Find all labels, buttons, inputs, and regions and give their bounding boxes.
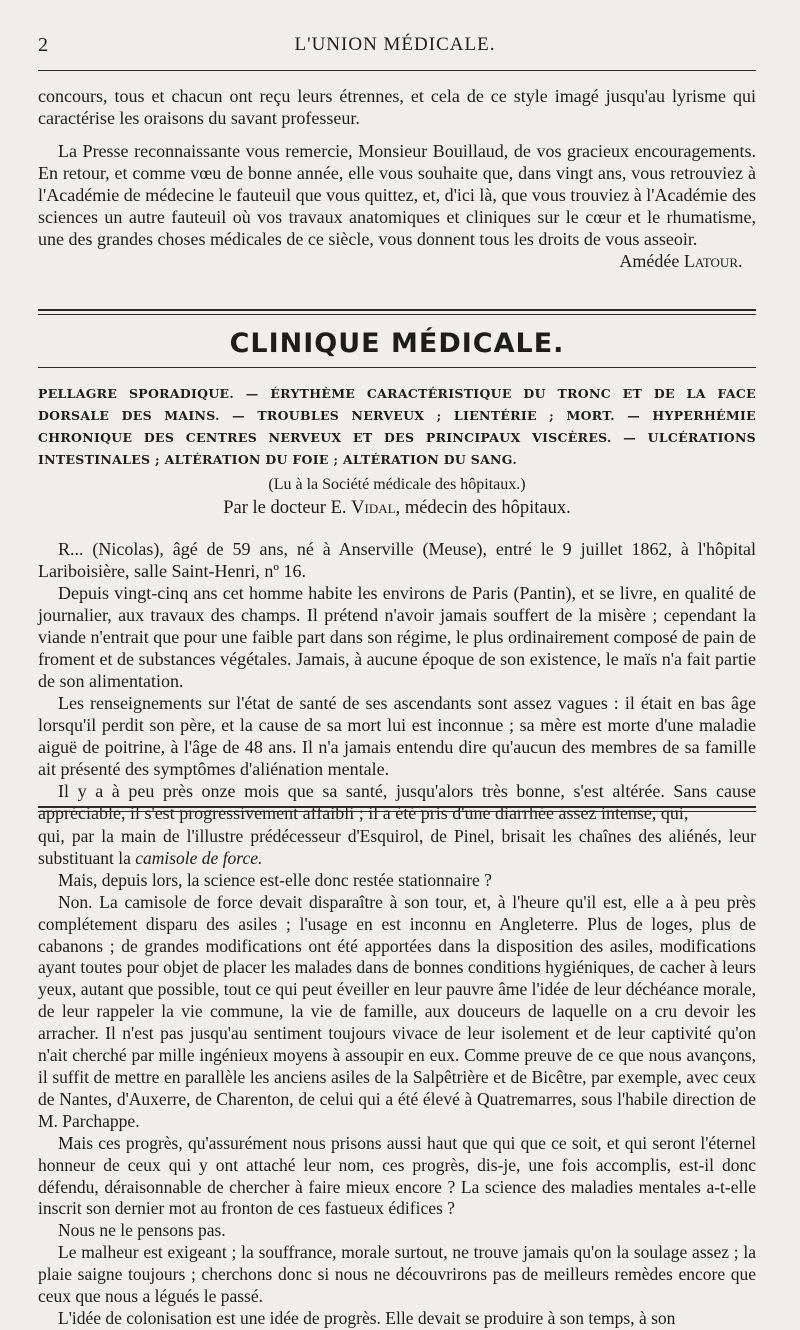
feuilleton-paragraph: Non. La camisole de force devait disparaître à son tour, et, à l'heure qu'il est, elle a à peu près complétement disparu des asiles ; l'usage en est inconnu en Angleterre. Plus de loges, plus de cabanons ; de grandes modifications ont été apportées dans la disposition des asiles, modifications ayant toutes pour objet de placer les malades dans de bonnes conditions hygiéniques, de cacher à leurs yeux, autant que possible, tout ce qui peut éveiller en leur pauvre âme l'idée de leur déchéance morale, de leur rappeler la vie commune, la vie de famille, aux douceurs de laquelle on a cru devoir les arracher. Il n'est pas jusqu'au sentiment toujours vivace de leur isolement et de leur captivité qu'on n'ait cherché par mille ingénieux moyens à assoupir en eux. Comme preuve de ce que nous avançons, il suffit de mettre en parallèle les anciens asiles de la Salpêtrière et de Bicêtre, par exemple, avec ceux de Nantes, d'Auxerre, de Charenton, de celui qui a été élevé à Quatremarres, sous l'habile direction de M. Parchappe. xyxy=(38,891,756,1131)
editorial-paragraph: La Presse reconnaissante vous remercie, Monsieur Bouillaud, de vos gracieux encouragements. En retour, et comme vœu de bonne année, elle vous souhaite que, dans vingt ans, vous retrouviez à l'Académie de médecine le fauteuil que vous quittez, et, d'ici là, que vous trouviez à l'Académie des sciences un autre fauteuil où vos travaux anatomiques et cliniques sur le cœur et le rhumatisme, une des grandes choses médicales de ce siècle, vous donnent tous les droits de vous asseoir. xyxy=(38,141,756,249)
case-paragraph: R... (Nicolas), âgé de 59 ans, né à Anserville (Meuse), entré le 9 juillet 1862, à l'hôpital Lariboisière, salle Saint-Henri, nº 16. xyxy=(38,539,756,581)
feuilleton-emphasis: camisole de force. xyxy=(135,847,263,868)
case-paragraph: Il y a à peu près onze mois que sa santé, jusqu'alors très bonne, s'est altérée. Sans cause appréciable, il s'est progressivement affaibli ; il a été pris d'une diarrhée assez intense, qui, xyxy=(38,781,756,823)
feuilleton-paragraph: Le malheur est exigeant ; la souffrance, morale surtout, ne trouve jamais qu'on la soulage assez ; la plaie saigne toujours ; cherchons donc si nous ne découvrirons pas de meilleurs remèdes encore que ceux que nous a légués le passé. xyxy=(38,1242,756,1307)
signature-last-name: Latour. xyxy=(683,251,743,271)
read-note: (Lu à la Société médicale des hôpitaux.) xyxy=(268,476,526,493)
section-divider-bottom xyxy=(38,367,756,368)
section-divider-top xyxy=(38,309,756,315)
case-report xyxy=(38,538,756,824)
author-suffix: , médecin des hôpitaux. xyxy=(395,498,571,518)
feuilleton-paragraph: Nous ne le pensons pas. xyxy=(58,1220,226,1241)
editorial-section xyxy=(38,85,756,272)
author-name: Vidal xyxy=(351,498,396,518)
feuilleton-paragraph: Mais ces progrès, qu'assurément nous prisons aussi haut que qui que ce soit, et qui seront l'éternel honneur de ceux qui y ont attaché leur nom, ces progrès, dis-je, une fois accomplis, est-il donc défendu, déraisonnable de chercher à faire mieux encore ? La science des maladies mentales a-t-elle inscrit son dernier mot au fronton de ces fastueux édifices ? xyxy=(38,1132,756,1219)
case-paragraph: Depuis vingt-cinq ans cet homme habite les environs de Paris (Pantin), et se livre, en qualité de journalier, aux travaux des champs. Il prétend n'avoir jamais souffert de la misère ; cependant la viande n'entrait que pour une faible part dans son régime, le plus ordinairement composé de pain de froment et de substances végétales. Jamais, à aucune époque de son existence, le maïs n'a fait partie de son alimentation. xyxy=(38,583,756,691)
case-heading: PELLAGRE SPORADIQUE. — ÉRYTHÈME CARACTÉRISTIQUE DU TRONC ET DE LA FACE DORSALE DES MAINS. — TROUBLES NERVEUX ; LIENTÉRIE ; MORT. — HYPERHÉMIE CHRONIQUE DES CENTRES NERVEUX ET DES PRINCIPAUX VISCÈRES. — ULCÉRATIONS INTESTINALES ; ALTÉRATION DU FOIE ; ALTÉRATION DU SANG. xyxy=(38,386,756,467)
section-title: CLINIQUE MÉDICALE. xyxy=(229,328,565,359)
author-prefix: Par le docteur E. xyxy=(223,498,347,518)
page-number: 2 xyxy=(38,34,48,56)
feuilleton-paragraph xyxy=(38,826,756,870)
editorial-paragraph: concours, tous et chacun ont reçu leurs étrennes, et cela de ce style imagé jusqu'au lyrisme qui caractérise les oraisons du savant professeur. xyxy=(38,86,756,128)
editorial-signature xyxy=(38,250,756,272)
feuilleton-text: qui, par la main de l'illustre prédécesseur d'Esquirol, de Pinel, brisait les chaînes des aliénés, leur substituant la xyxy=(38,826,756,868)
header-rule xyxy=(38,70,756,71)
feuilleton-divider xyxy=(38,806,756,812)
signature-first-name: Amédée xyxy=(619,251,680,271)
journal-title: L'UNION MÉDICALE. xyxy=(294,34,496,55)
feuilleton-section xyxy=(38,826,756,1330)
feuilleton-paragraph: L'idée de colonisation est une idée de progrès. Elle devait se produire à son temps, à son xyxy=(58,1307,676,1328)
case-paragraph: Les renseignements sur l'état de santé de ses ascendants sont assez vagues : il était en bas âge lorsqu'il perdit son père, et la cause de sa mort lui est inconnue ; sa mère est morte d'une maladie aiguë de poitrine, à l'âge de 48 ans. Il n'a jamais entendu dire qu'aucun des membres de sa famille ait présenté des symptômes d'aliénation mentale. xyxy=(38,693,756,779)
page-header xyxy=(38,34,752,60)
author-line xyxy=(38,498,756,519)
feuilleton-paragraph: Mais, depuis lors, la science est-elle donc restée stationnaire ? xyxy=(58,869,492,890)
